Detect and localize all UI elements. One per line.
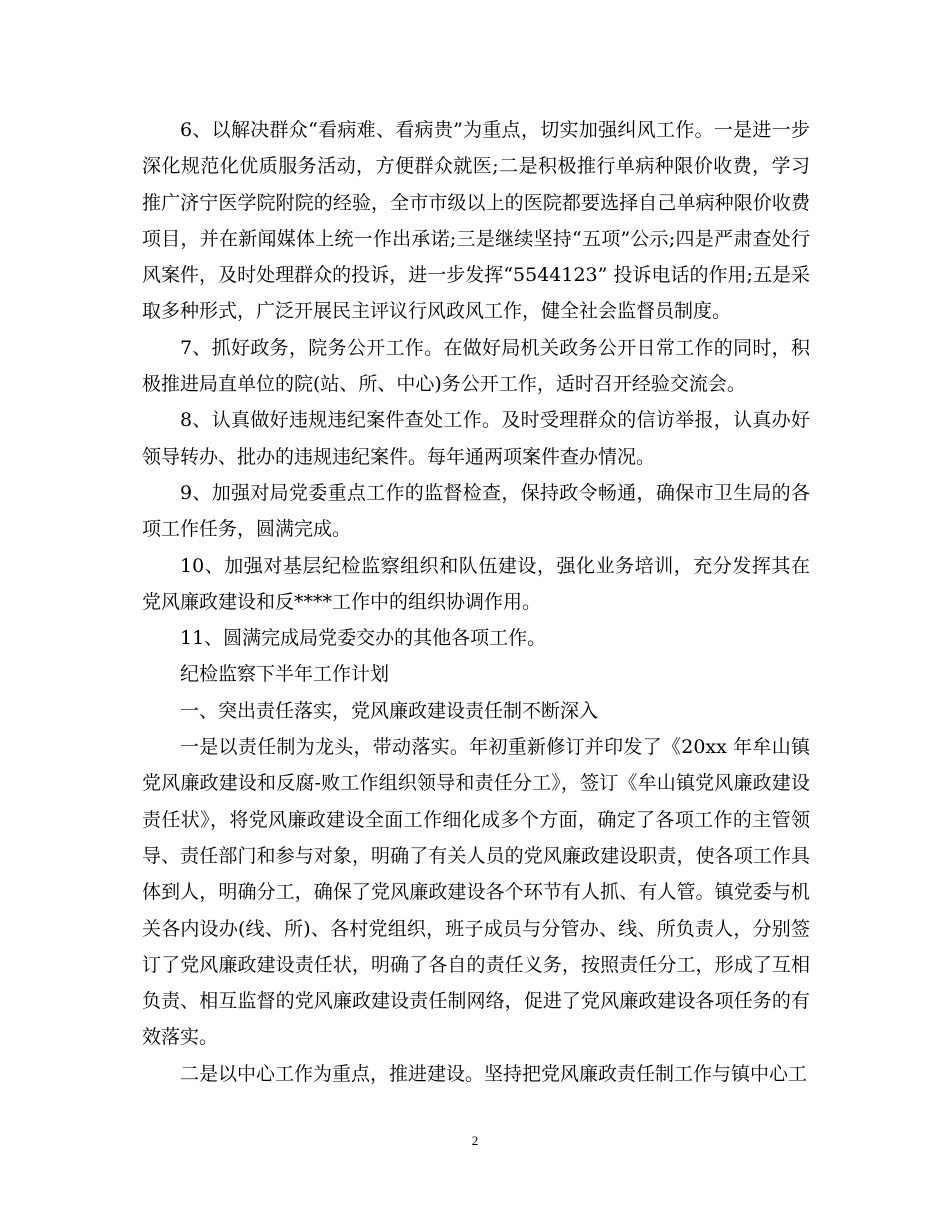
section-heading-1: 一、突出责任落实，党风廉政建设责任制不断深入 xyxy=(180,699,599,722)
paragraph-item-7: 7、抓好政务，院务公开工作。在做好局机关政务公开日常工作的同时，积极推进局直单位的院(站、所、中心)务公开工作，适时召开经验交流会。 xyxy=(142,336,810,396)
paragraph-item-8: 8、认真做好违规违纪案件查处工作。及时受理群众的信访举报，认真办好领导转办、批办的违规违纪案件。每年通两项案件查办情况。 xyxy=(142,409,810,468)
paragraph-item-11: 11、圆满完成局党委交办的其他各项工作。 xyxy=(180,627,547,650)
paragraph-item-10: 10、加强对基层纪检监察组织和队伍建设，强化业务培训，充分发挥其在党风廉政建设和反****工作中的组织协调作用。 xyxy=(142,554,810,613)
paragraph-item-9: 9、加强对局党委重点工作的监督检查，保持政令畅通，确保市卫生局的各项工作任务，圆满完成。 xyxy=(142,481,810,541)
paragraph-responsibility: 一是以责任制为龙头，带动落实。年初重新修订并印发了《20xx 年牟山镇党风廉政建设和反腐-败工作组织领导和责任分工》，签订《牟山镇党风廉政建设责任状》，将党风廉政建设全面工作细化成多个方面，确定了各项工作的主管领导、责任部门和参与对象，明确了有关人员的党风廉政建设职责，使各项工作具体到人，明确分工，确保了党风廉政建设各个环节有人抓、有人管。镇党委与机关各内设办(线、所)、各村党组织，班子成员与分管办、线、所负责人，分别签订了党风廉政建设责任状，明确了各自的责任义务，按照责任分工，形成了互相负责、相互监督的党风廉政建设责任制网络，促进了党风廉政建设各项任务的有效落实。 xyxy=(142,736,810,1049)
section-title: 纪检监察下半年工作计划 xyxy=(180,663,390,686)
paragraph-central-work: 二是以中心工作为重点，推进建设。坚持把党风廉政责任制工作与镇中心工 xyxy=(180,1062,808,1085)
paragraph-item-6: 6、以解决群众“看病难、看病贵”为重点，切实加强纠风工作。一是进一步深化规范化优质服务活动，方便群众就医;二是积极推行单病种限价收费，学习推广济宁医学院附院的经验，全市市级以上的医院都要选择自己单病种限价收费项目，并在新闻媒体上统一作出承诺;三是继续坚持“五项”公示;四是严肃查处行风案件，及时处理群众的投诉，进一步发挥“5544123” 投诉电话的作用;五是采取多种形式，广泛开展民主评议行风政风工作，健全社会监督员制度。 xyxy=(142,119,810,323)
page-number: 2 xyxy=(471,1133,479,1148)
document-body xyxy=(142,112,810,1092)
